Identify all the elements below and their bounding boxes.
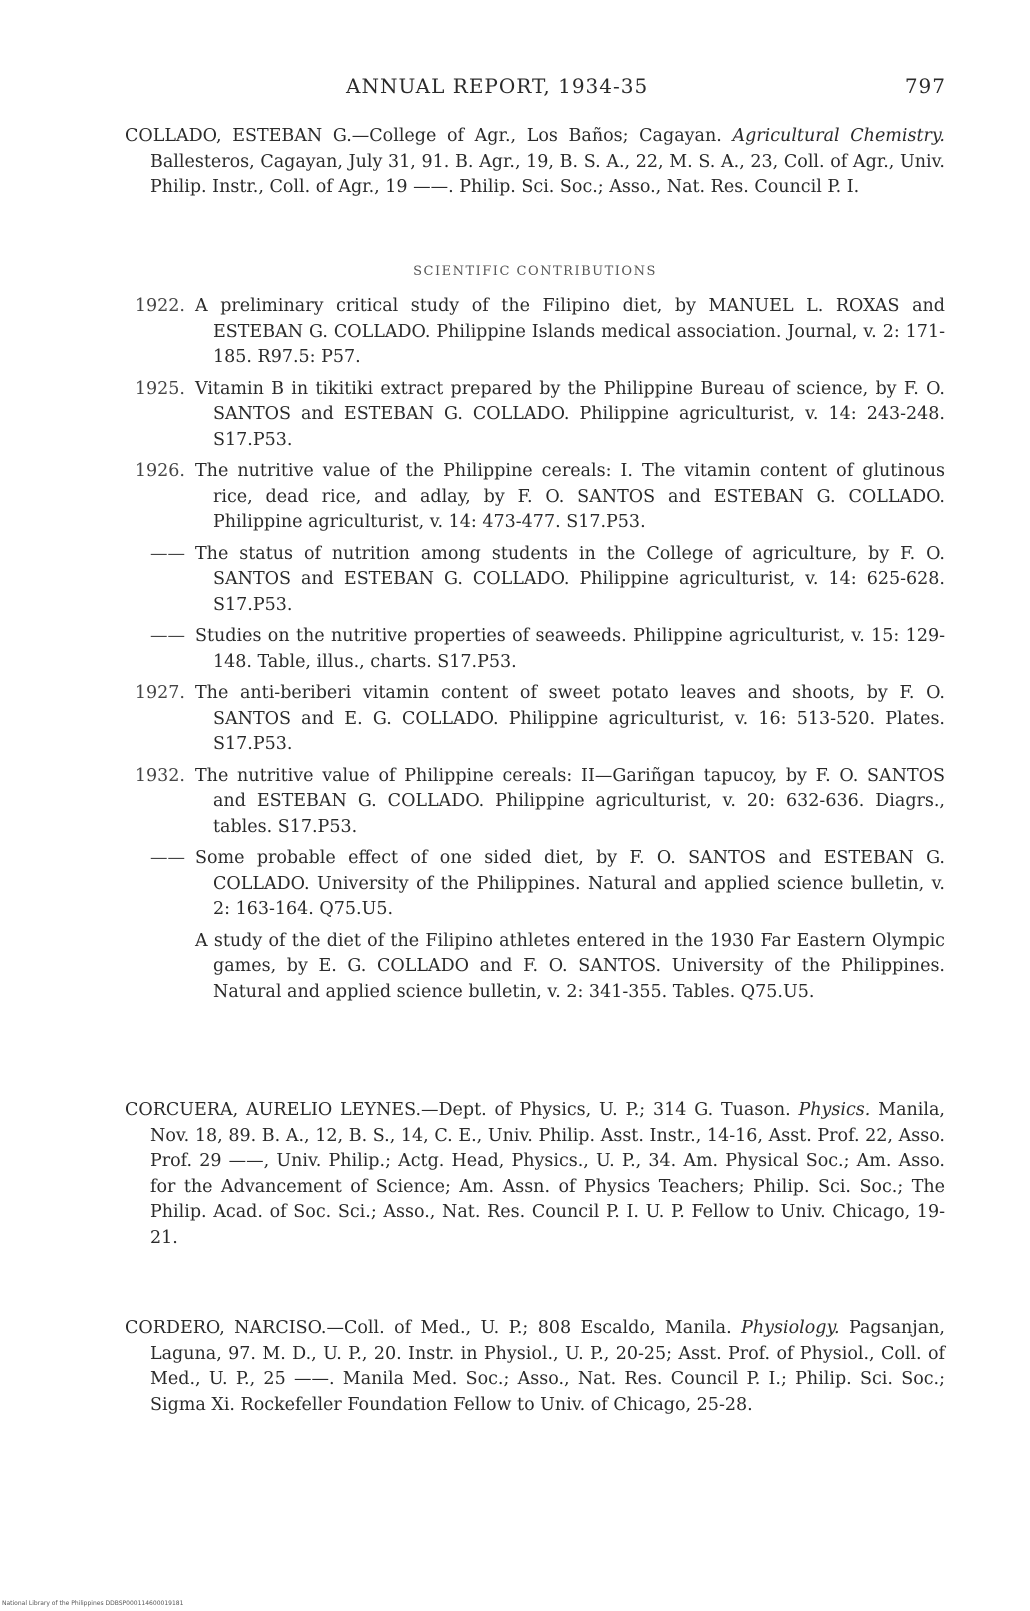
entry-collado — [125, 124, 945, 201]
contribution-text: The nutritive value of the Philippine cereals: I. The vitamin content of glutinous rice, dead rice, and adlay, by F. O. SANTOS and ESTEBAN G. COLLADO. Philippine agriculturist, v. 14: 473-477. S17.P53. — [195, 461, 945, 532]
contribution-year: —— — [150, 543, 185, 564]
contribution-year: —— — [150, 626, 185, 646]
entry-details: Ballesteros, Cagayan, July 31, 91. B. Agr., 19, B. S. A., 22, M. S. A., 23, Coll. of Agr., Univ. Philip. Instr., Coll. of Agr., 19 ——. Philip. Sci. Soc.; Asso., Nat. Res. Council P. I. — [150, 151, 945, 197]
entry-field: Physics. — [798, 1100, 871, 1120]
contribution-year: 1927. — [134, 683, 185, 703]
contribution-year: 1926. — [134, 461, 185, 481]
contributions-list — [125, 294, 945, 1011]
contribution-item — [125, 681, 945, 758]
contribution-text: Vitamin B in tikitiki extract prepared by the Philippine Bureau of science, by F. O. SANTOS and ESTEBAN G. COLLADO. Philippine agriculturist, v. 14: 243-248. S17.P53. — [195, 378, 945, 450]
contribution-text: Some probable effect of one sided diet, by F. O. SANTOS and ESTEBAN G. COLLADO. University of the Philippines. Natural and applied science bulletin, v. 2: 163-164. Q75.U5. — [195, 848, 945, 919]
contribution-text: A study of the diet of the Filipino athletes entered in the 1930 Far Eastern Olympic games, by E. G. COLLADO and F. O. SANTOS. University of the Philippines. Natural and applied science bulletin, v. 2: 341-355. Tables. Q75.U5. — [195, 930, 945, 1002]
entry-name: COLLADO, ESTEBAN G. — [125, 126, 352, 146]
contribution-item — [125, 459, 945, 536]
contribution-year: —— — [150, 848, 185, 868]
entry-corcuera — [125, 1098, 945, 1251]
contribution-year: 1932. — [134, 765, 185, 786]
contribution-year: 1925. — [134, 378, 185, 399]
contribution-text: The status of nutrition among students in the College of agriculture, by F. O. SANTOS and ESTEBAN G. COLLADO. Philippine agriculturist, v. 14: 625-628. S17.P53. — [195, 543, 945, 615]
contribution-item — [125, 294, 945, 371]
entry-cordero — [125, 1316, 945, 1418]
contribution-item — [125, 764, 945, 841]
contribution-text: Studies on the nutritive properties of seaweeds. Philippine agriculturist, v. 15: 129-148. Table, illus., charts. S17.P53. — [195, 626, 945, 672]
entry-details: Pagsanjan, Laguna, 97. M. D., U. P., 20. Instr. in Physiol., U. P., 20-25; Asst. Prof. of Physiol., Coll. of Med., U. P., 25 ——. Manila Med. Soc.; Asso., Nat. Res. Council P. I.; Philip. Sci. Soc.; Sigma Xi. Rockefeller Foundation Fellow to Univ. of Chicago, 25-28. — [150, 1318, 945, 1415]
contribution-text: The anti-beriberi vitamin content of sweet potato leaves and shoots, by F. O. SANTOS and E. G. COLLADO. Philippine agriculturist, v. 16: 513-520. Plates. S17.P53. — [195, 683, 945, 754]
contributions-heading: SCIENTIFIC CONTRIBUTIONS — [413, 264, 657, 279]
contribution-text: The nutritive value of Philippine cereals: II—Gariñgan tapucoy, by F. O. SANTOS and ESTEBAN G. COLLADO. Philippine agriculturist, v. 20: 632-636. Diagrs., tables. S17.P53. — [195, 765, 945, 837]
contribution-item — [125, 377, 945, 454]
contribution-text: A preliminary critical study of the Filipino diet, by MANUEL L. ROXAS and ESTEBAN G. COLLADO. Philippine Islands medical association. Journal, v. 2: 171-185. R97.5: P57. — [195, 296, 945, 367]
entry-name: CORCUERA, AURELIO LEYNES. — [125, 1100, 422, 1120]
contribution-year — [125, 929, 195, 1006]
contribution-item — [125, 624, 945, 675]
entry-affiliation: —Dept. of Physics, U. P.; 314 G. Tuason. — [421, 1100, 799, 1120]
contribution-item — [125, 929, 945, 1006]
contribution-item — [125, 542, 945, 619]
scan-footer: National Library of the Philippines DDBSP000114600019181 — [2, 1600, 184, 1607]
entry-name: CORDERO, NARCISO. — [125, 1318, 327, 1338]
contribution-year: 1922. — [134, 296, 185, 316]
entry-affiliation: —College of Agr., Los Baños; Cagayan. — [351, 126, 733, 146]
entry-field: Agricultural Chemistry. — [732, 126, 945, 146]
page-number: 797 — [904, 74, 946, 98]
contribution-item — [125, 846, 945, 923]
header-title: ANNUAL REPORT, 1934-35 — [346, 74, 649, 98]
entry-affiliation: —Coll. of Med., U. P.; 808 Escaldo, Manila. — [326, 1318, 742, 1338]
entry-field: Physiology. — [741, 1318, 840, 1338]
entry-details: Manila, Nov. 18, 89. B. A., 12, B. S., 14, C. E., Univ. Philip. Asst. Instr., 14-16, Asst. Prof. 22, Asso. Prof. 29 ——, Univ. Philip.; Actg. Head, Physics., U. P., 34. Am. Physical Soc.; Am. Asso. for the Advancement of Science; Am. Assn. of Physics Teachers; Philip. Sci. Soc.; The Philip. Acad. of Soc. Sci.; Asso., Nat. Res. Council P. I. U. P. Fellow to Univ. Chicago, 19-21. — [150, 1100, 945, 1248]
